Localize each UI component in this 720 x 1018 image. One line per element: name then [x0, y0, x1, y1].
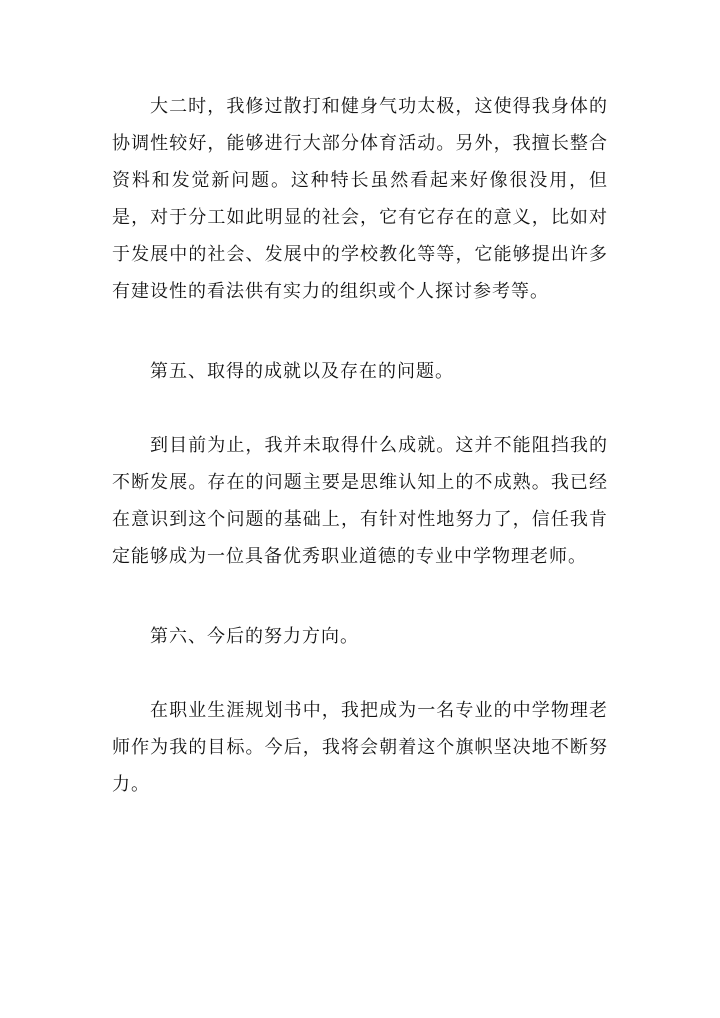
section-heading-achievements: 第五、取得的成就以及存在的问题。 — [150, 361, 454, 382]
section-heading-future-direction: 第六、今后的努力方向。 — [150, 626, 359, 647]
body-paragraph-future-direction: 在职业生涯规划书中，我把成为一名专业的中学物理老师作为我的目标。今后，我将会朝着这个旗帜坚决地不断努力。 — [112, 700, 608, 795]
body-paragraph-achievements: 到目前为止，我并未取得什么成就。这并不能阻挡我的不断发展。存在的问题主要是思维认知上的不成熟。我已经在意识到这个问题的基础上，有针对性地努力了，信任我肯定能够成为一位具备优秀职业道德的专业中学物理老师。 — [112, 435, 608, 567]
body-paragraph-skills: 大二时，我修过散打和健身气功太极，这使得我身体的协调性较好，能够进行大部分体育活动。另外，我擅长整合资料和发觉新问题。这种特长虽然看起来好像很没用，但是，对于分工如此明显的社会，它有它存在的意义，比如对于发展中的社会、发展中的学校教化等等，它能够提出许多有建设性的看法供有实力的组织或个人探讨参考等。 — [112, 96, 608, 302]
